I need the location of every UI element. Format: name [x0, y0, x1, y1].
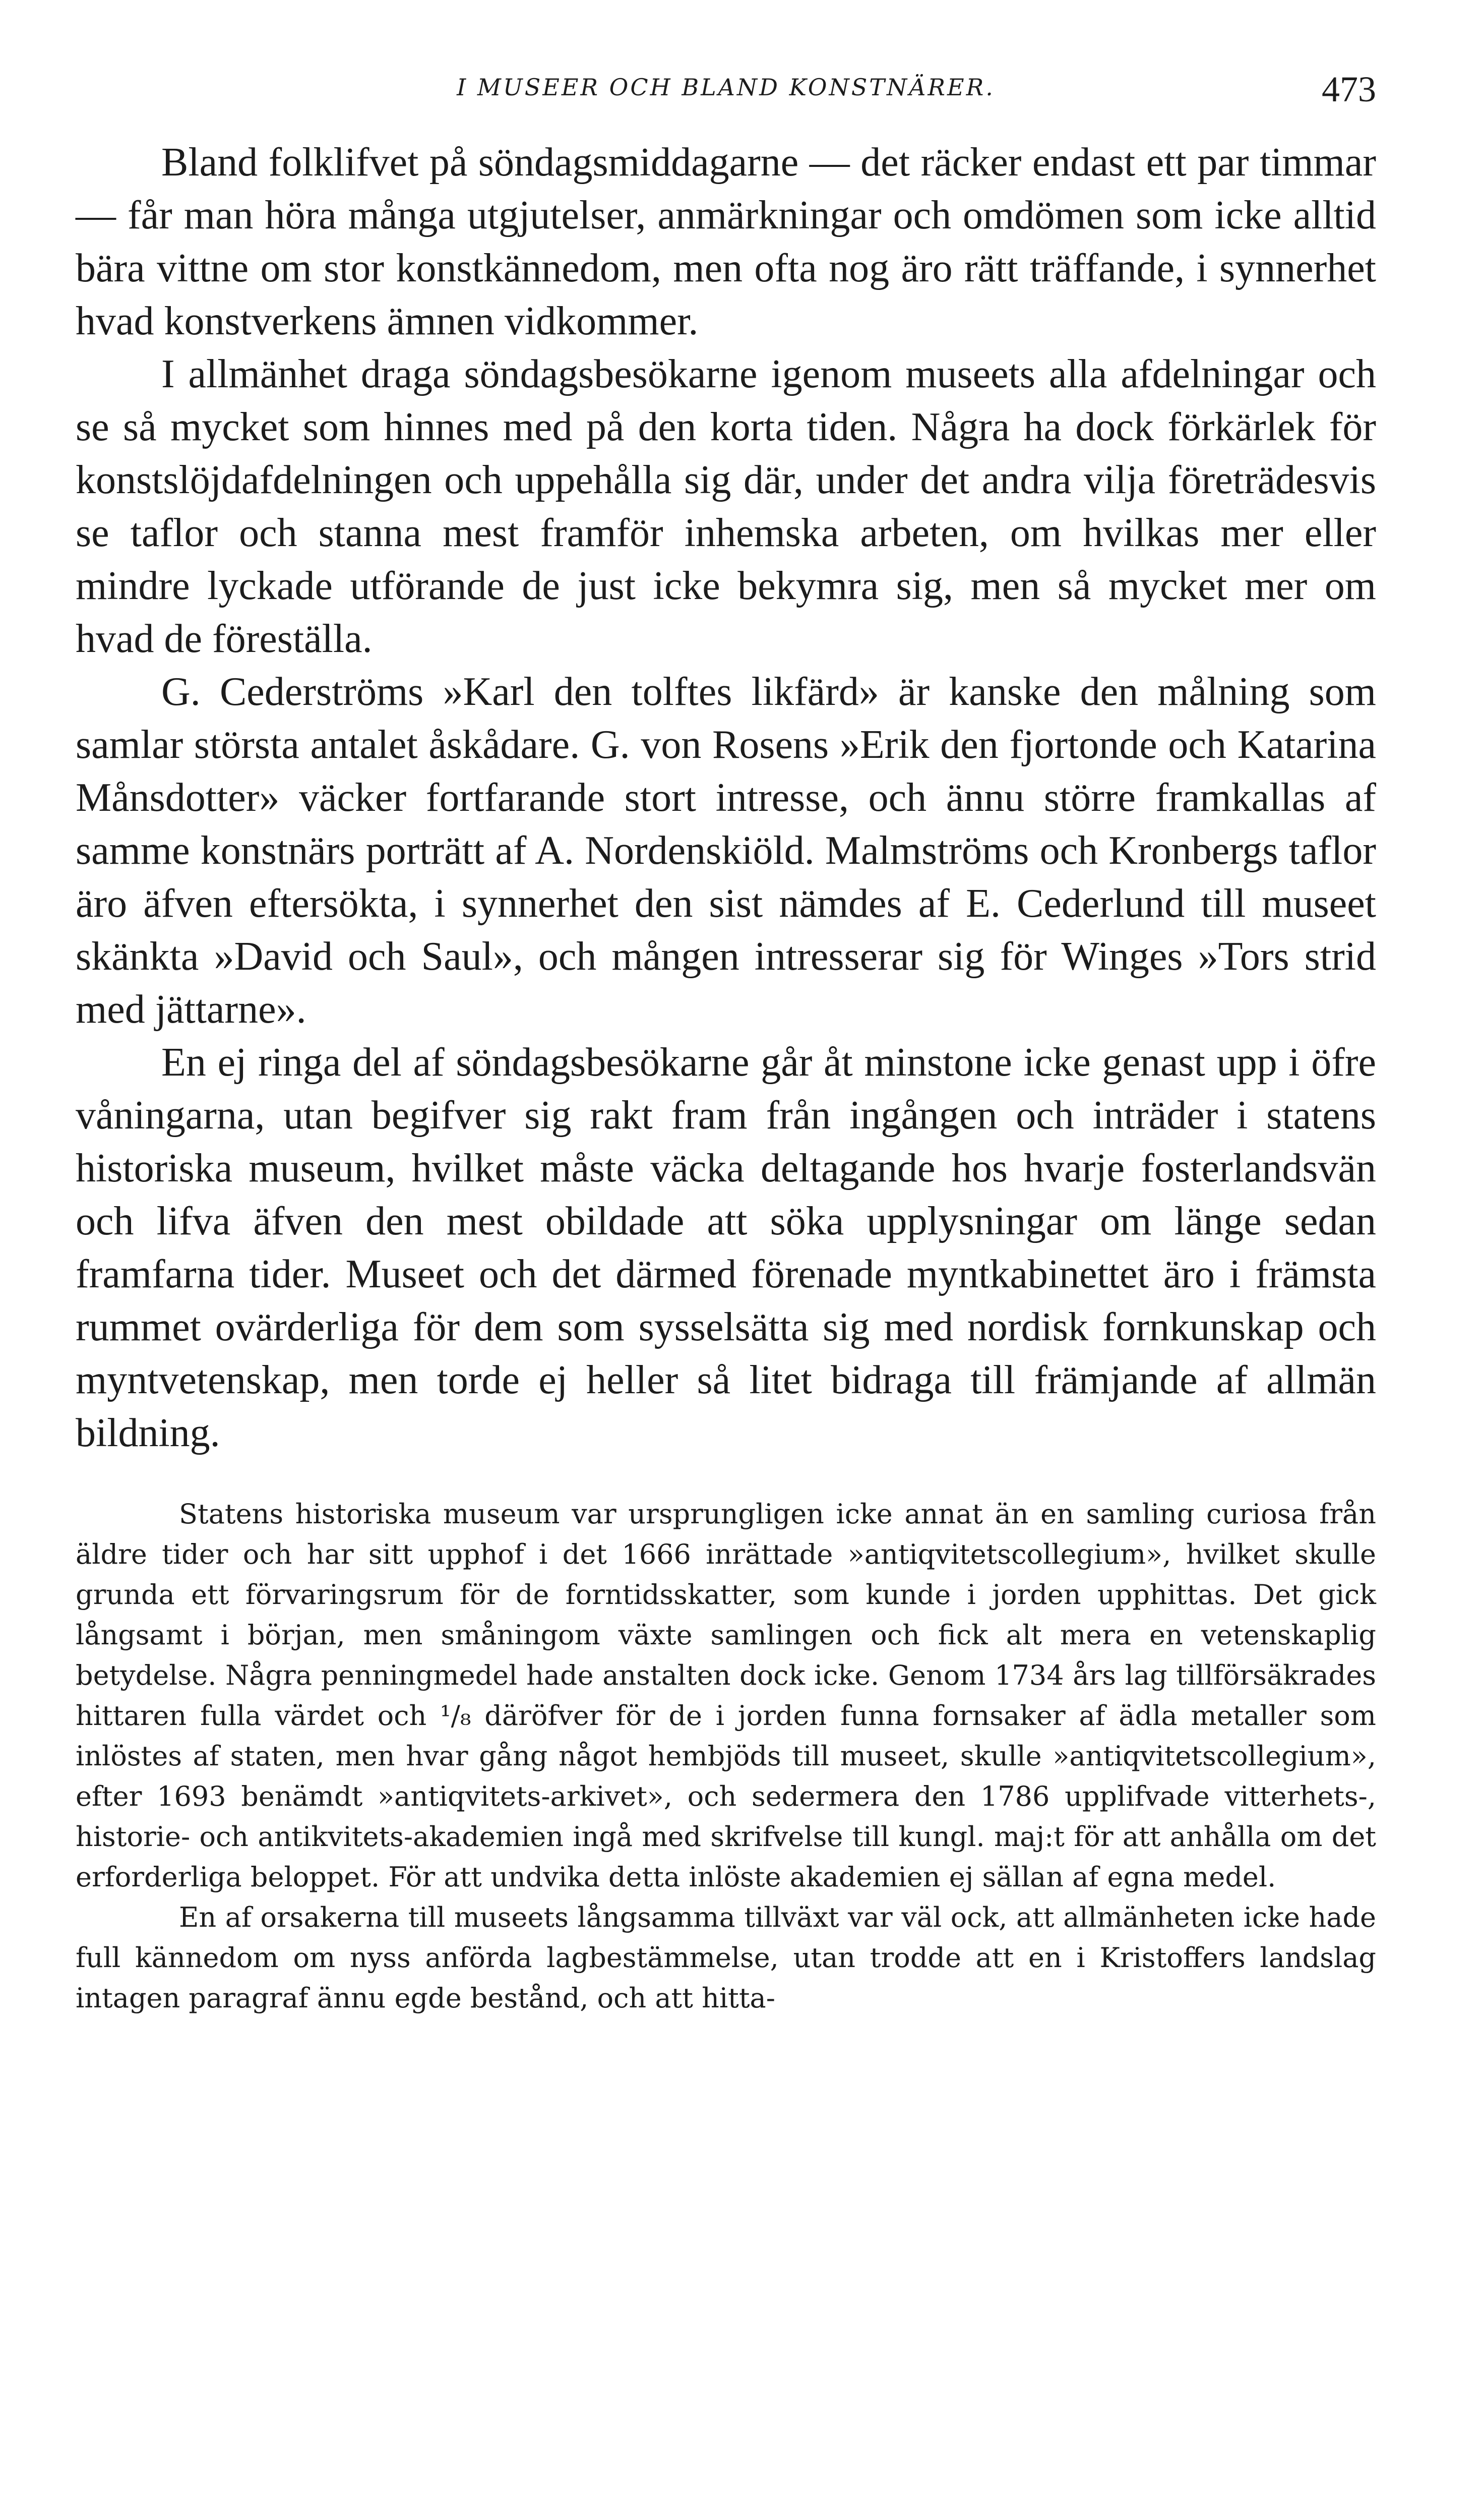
body-paragraph: I allmänhet draga söndagsbesökarne igenom museets alla afdelningar och se så mycket som hinnes med på den korta tiden. Några ha dock förkärlek för konstslöjdafdelningen och uppehålla sig där, under det andra vilja företrädesvis se taflor och stanna mest framför inhemska arbeten, om hvilkas mer eller mindre lyckade utförande de just icke bekymra sig, men så mycket mer om hvad de föreställa.	[76, 352, 1376, 661]
main-text	[76, 136, 1376, 1460]
notes-section	[76, 1494, 1376, 2018]
body-paragraph: En ej ringa del af söndagsbesökarne går åt minstone icke genast upp i öfre våningarna, utan begifver sig rakt fram från ingången och inträder i statens historiska museum, hvilket måste väcka deltagande hos hvarje fosterlandsvän och lifva äfven den mest obildade att söka upplysningar om länge sedan framfarna tider. Museet och det därmed förenade myntkabinettet äro i främsta rummet ovärderliga för dem som sysselsätta sig med nordisk fornkunskap och myntvetenskap, men torde ej heller så litet bidraga till främjande af allmän bildning.	[76, 1040, 1376, 1455]
note-paragraph: En af orsakerna till museets långsamma tillväxt var väl ock, att allmänheten icke hade full kännedom om nyss anförda lagbestämmelse, utan trodde att en i Kristoffers landslag intagen paragraf ännu egde bestånd, och att hitta-	[76, 1901, 1376, 2014]
body-paragraph: G. Cederströms »Karl den tolftes likfärd» är kanske den målning som samlar största antalet åskådare. G. von Rosens »Erik den fjortonde och Katarina Månsdotter» väcker fortfarande stort intresse, och ännu större framkallas af samme konstnärs porträtt af A. Nordenskiöld. Malmströms och Kronbergs taflor äro äfven eftersökta, i synnerhet den sist nämdes af E. Cederlund till museet skänkta »David och Saul», och mången intresserar sig för Winges »Tors strid med jättarne».	[76, 670, 1376, 1032]
page-number: 473	[1322, 69, 1376, 109]
body-paragraph: Bland folklifvet på söndagsmiddagarne — det räcker endast ett par timmar — får man höra många utgjutelser, anmärkningar och omdömen som icke alltid bära vittne om stor konstkännedom, men ofta nog äro rätt träffande, i synnerhet hvad konstverkens ämnen vidkommer.	[76, 140, 1376, 343]
running-title: I MUSEER OCH BLAND KONSTNÄRER.	[457, 74, 995, 101]
page-header	[76, 61, 1376, 136]
note-paragraph: Statens historiska museum var ursprungligen icke annat än en samling curiosa från äldre tider och har sitt upphof i det 1666 inrättade »antiqvitetscollegium», hvilket skulle grunda ett förvaringsrum för de forntidsskatter, som kunde i jorden upphittas. Det gick långsamt i början, men småningom växte samlingen och fick alt mera en vetenskaplig betydelse. Några penningmedel hade anstalten dock icke. Genom 1734 års lag tillförsäkrades hittaren fulla värdet och ¹/₈ däröfver för de i jorden funna fornsaker af ädla metaller som inlöstes af staten, men hvar gång något hembjöds till museet, skulle »antiqvitetscollegium», efter 1693 benämdt »antiqvitets-arkivet», och sedermera den 1786 upplifvade vitterhets-, historie- och antikvitets-akademien ingå med skrifvelse till kungl. maj:t för att anhålla om det erforderliga beloppet. För att undvika detta inlöste akademien ej sällan af egna medel.	[76, 1498, 1376, 1893]
book-page	[76, 61, 1376, 2471]
